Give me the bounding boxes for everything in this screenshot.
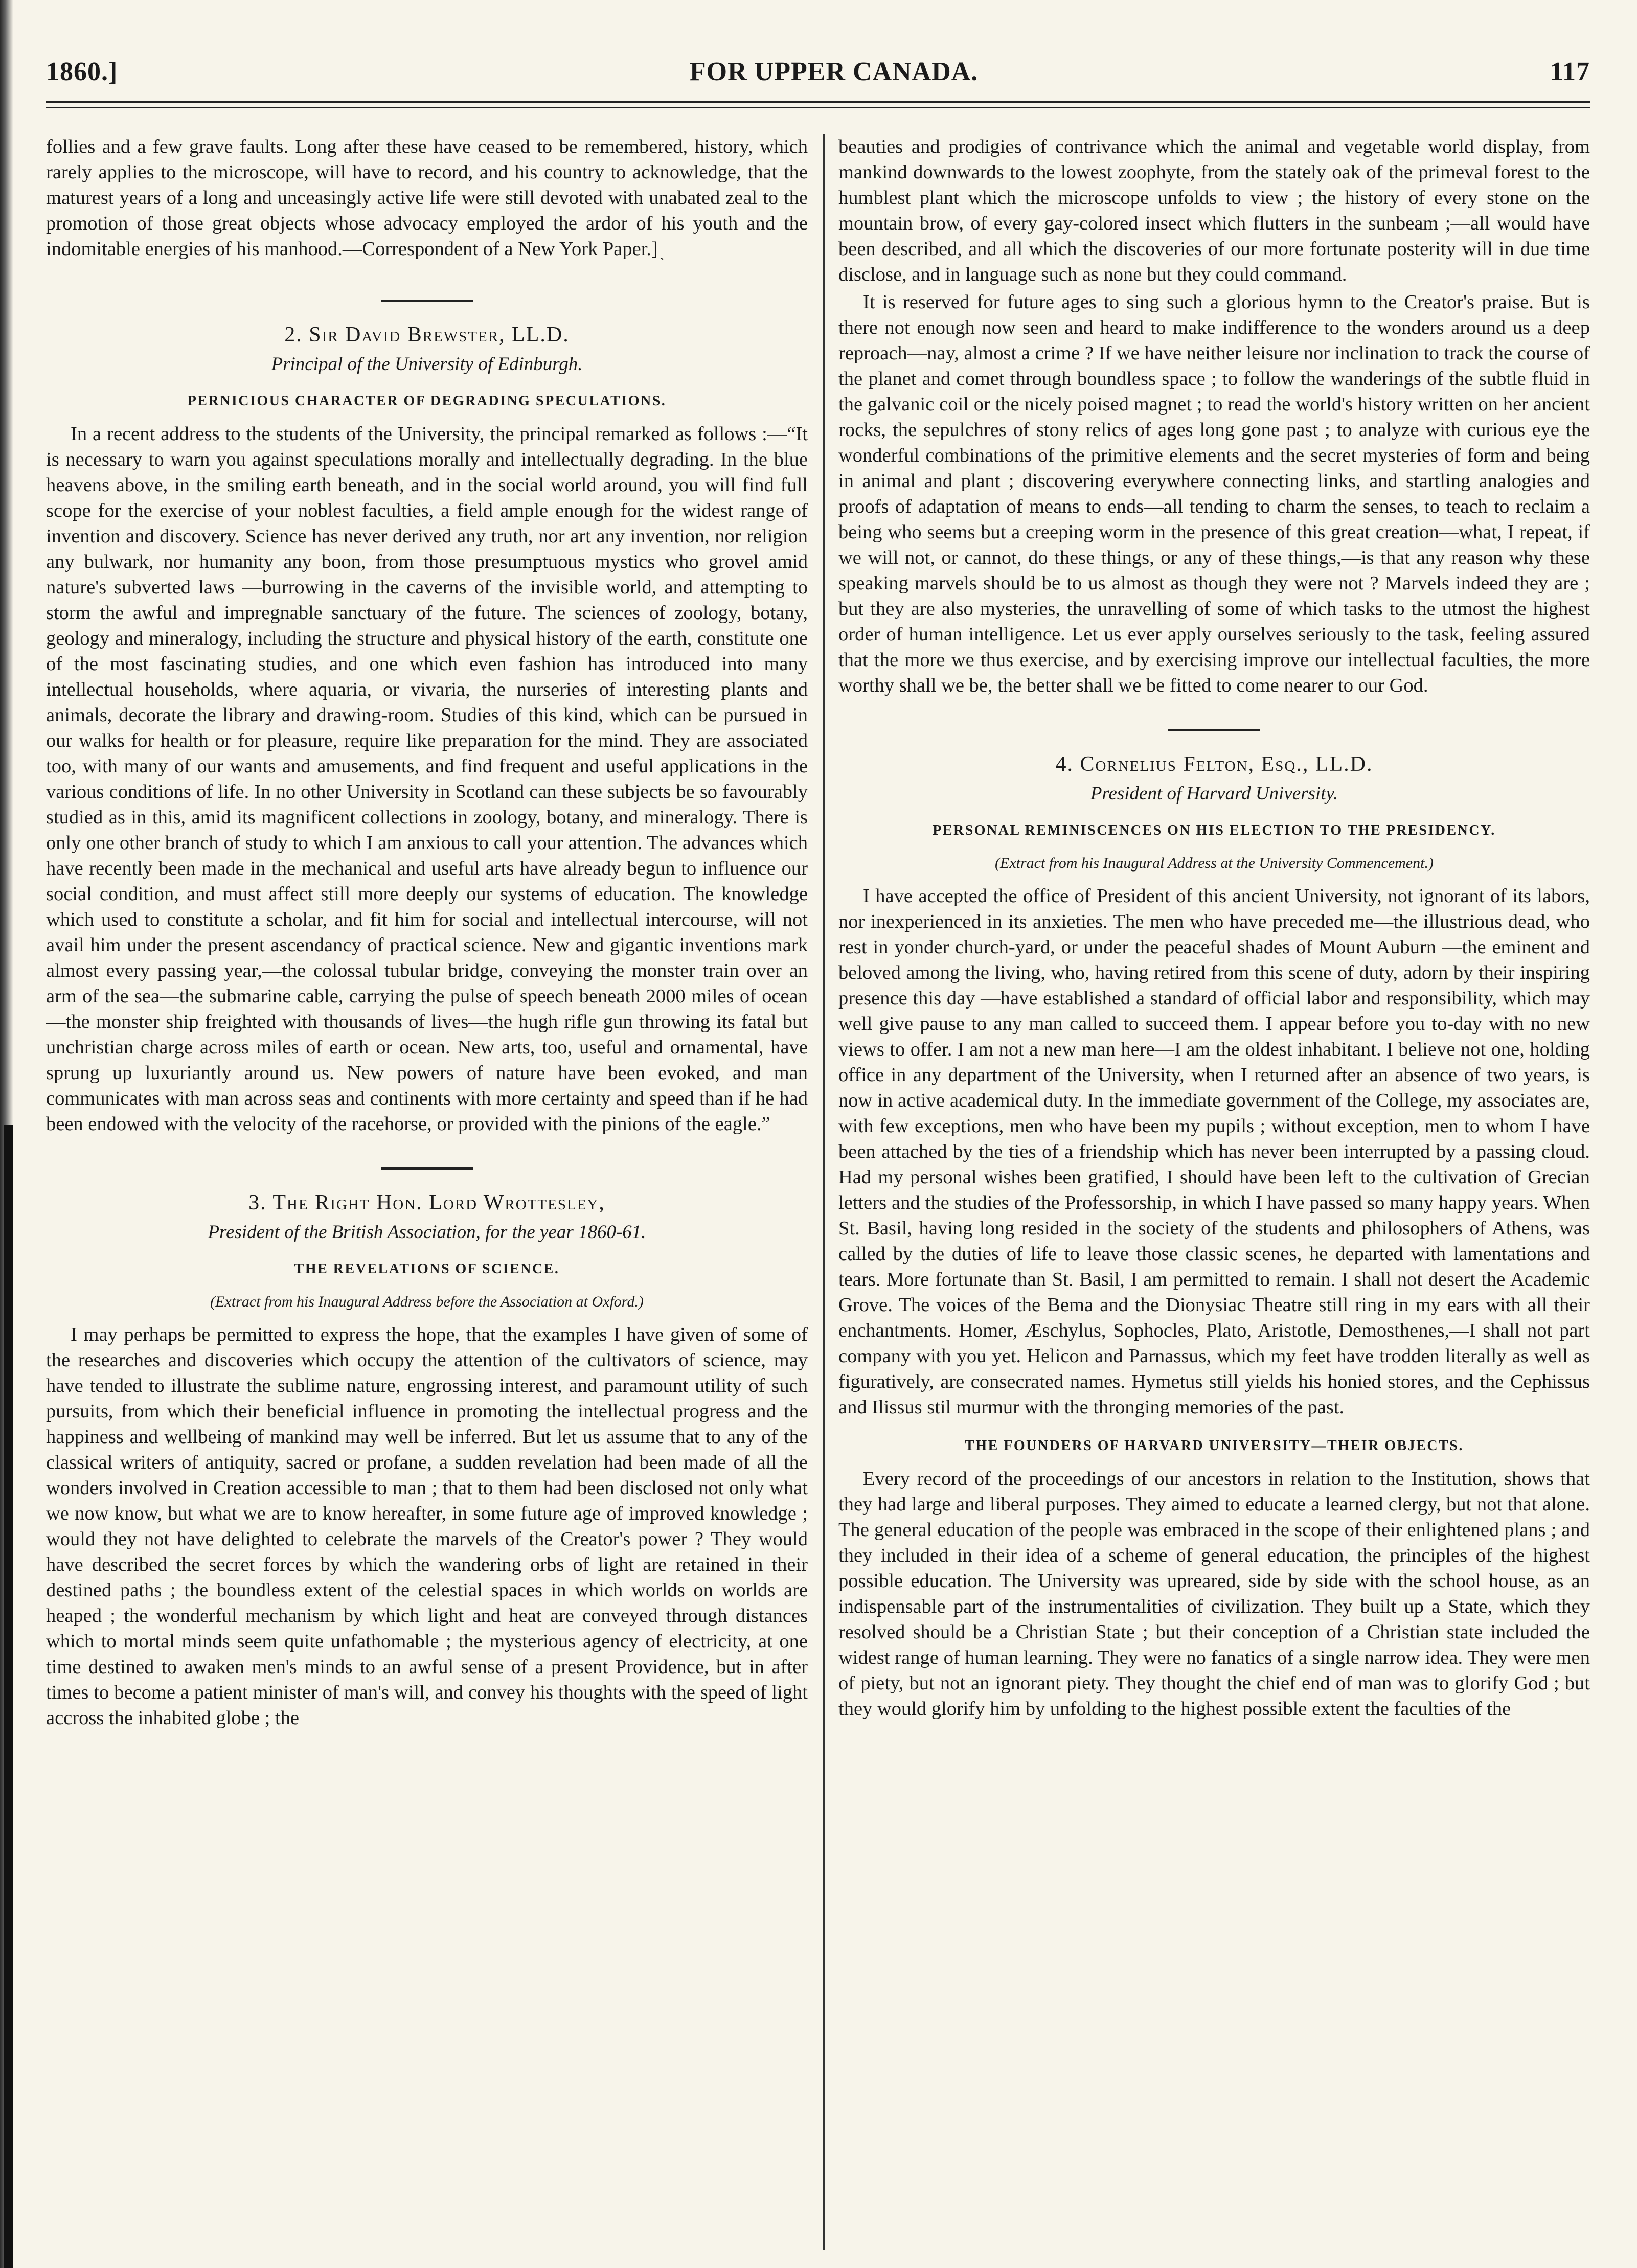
section-divider <box>1168 729 1260 731</box>
section-4-paragraph: I have accepted the office of President of this ancient University, not ignorant of its labors, nor inexperienced in its anxieties. The men who have preceded me—the illustrious dead, who rest in yonder church-yard, or under the peaceful shades of Mount Auburn —the eminent and beloved among the living, who, having retired from this scene of duty, adorn by their inspiring presence this day —have established a standard of official labor and responsibility, which may well give pause to any man called to succeed them. I appear before you to-day with no new views to offer. I am not a new man here—I am the oldest inhabitant. I believe not one, holding office in any department of the University, when I returned after an absence of two years, is now in active academical duty. In the immediate government of the College, my associates are, with few exceptions, men who have been my pupils ; without exception, men to whom I have been attached by the ties of a friendship which has never been interrupted by a passing cloud. Had my personal wishes been gratified, I should have been left to the cultivation of Grecian letters and the studies of the Professorship, in which I have passed so many happy years. When St. Basil, having long resided in the society of the students and philosophers of Athens, was called by the duties of life to leave those classic scenes, he departed with lamentations and tears. More fortunate than St. Basil, I am permitted to remain. I shall not desert the Academic Grove. The voices of the Bema and the Dionysiac Theatre still ring in my ears with all their enchantments. Homer, Æschylus, Sophocles, Plato, Aristotle, Demosthenes,—I shall not part company with you yet. Helicon and Parnassus, which my feet have trodden literally as well as figuratively, are consecrated names. Hymetus still yields his honied stores, and the Cephissus and Ilissus stil murmur with the thronging memories of the past. <box>838 885 1590 1418</box>
section-4-title: 4. Cornelius Felton, Esq., LL.D. <box>1055 752 1373 776</box>
column-divider <box>823 134 825 2250</box>
section-3-extract-note: (Extract from his Inaugural Address before the Association at Oxford.) <box>210 1293 644 1310</box>
left-column <box>46 134 808 2250</box>
reserved-paragraph: It is reserved for future ages to sing such a glorious hymn to the Creator's praise. But is there not enough now seen and heard to make indifference to the wonders around us a deep reproach—nay, almost a crime ? If we have neither leisure nor inclination to track the course of the planet and comet through boundless space ; to follow the wanderings of the subtle fluid in the galvanic coil or the nicely poised magnet ; to read the world's history written on her ancient rocks, the sepulchres of stony relics of ages long gone past ; to analyze with curious eye the wonderful combinations of the primitive elements and the secret mysteries of form and being in animal and plant ; discovering everywhere connecting links, and startling analogies and proofs of adaptation of means to ends—all tending to charm the senses, to teach to reclaim a being who seems but a creeping worm in the presence of this great creation—what, I repeat, if we will not, or cannot, do these things, or any of these things,—is that any reason why these speaking marvels should be to us almost as though they were not ? Marvels indeed they are ; but they are also mysteries, the unravelling of some of which tasks to the utmost the highest order of human intelligence. Let us ever apply ourselves seriously to the task, feeling assured that the more we thus exercise, and by exercising improve our intellectual faculties, the more worthy shall we be, the better shall we be fitted to come nearer to our God. <box>838 291 1590 696</box>
section-2-subtitle: Principal of the University of Edinburgh. <box>271 354 583 375</box>
section-4-topic: PERSONAL REMINISCENCES ON HIS ELECTION TO THE PRESIDENCY. <box>933 822 1496 838</box>
section-4-extract-note: (Extract from his Inaugural Address at the University Commencement.) <box>995 855 1434 872</box>
continued-paragraph: beauties and prodigies of contrivance which the animal and vegetable world display, from mankind downwards to the lowest zoophyte, from the stately oak of the primeval forest to the humblest plant which the microscope unfolds to view ; the history of every stone on the mountain brow, of every gay-colored insect which flutters in the sunbeam ;—all would have been described, and all which the discoveries of our more fortunate posterity will in due time disclose, and in language such as none but they could command. <box>838 136 1590 285</box>
section-3-topic: THE REVELATIONS OF SCIENCE. <box>294 1261 560 1277</box>
intro-paragraph: follies and a few grave faults. Long after these have ceased to be remembered, history, which rarely applies to the microscope, will have to record, and his country to acknowledge, that the maturest years of a long and unceasingly active life were still devoted with unabated zeal to the promotion of those great objects whose advocacy employed the ardor of his youth and the indomitable energies of his manhood.—Correspondent of a New York Paper.] <box>46 136 808 260</box>
running-header <box>46 51 1590 92</box>
stray-mark: ˋ <box>660 255 665 272</box>
section-4-subtitle: President of Harvard University. <box>1090 783 1338 804</box>
section-2-paragraph: In a recent address to the students of the University, the principal remarked as follows :—“It is necessary to warn you against speculations morally and intellectually degrading. In the blue heavens above, in the smiling earth beneath, and in the social world around, you will find full scope for the exercise of your noblest faculties, a field ample enough for the widest range of invention and discovery. Science has never derived any truth, nor art any invention, nor religion any bulwark, nor humanity any boon, from those presumptuous mystics who grovel amid nature's subverted laws —burrowing in the caverns of the invisible world, and attempting to storm the awful and impregnable sanctuary of the future. The sciences of zoology, botany, geology and mineralogy, including the structure and physical history of the earth, constitute one of the most fascinating studies, and one which even fashion has introduced into many intellectual households, where aquaria, or vivaria, the nurseries of interesting plants and animals, decorate the library and drawing-room. Studies of this kind, which can be pursued in our walks for health or for pleasure, require like preparation for the mind. They are associated too, with many of our wants and amusements, and find frequent and useful applications in the various conditions of life. In no other University in Scotland can these subjects be so favourably studied as in this, amid its magnificent collections in zoology, botany, and mineralogy. There is only one other branch of study to which I am anxious to call your attention. The advances which have recently been made in the mechanical and useful arts have already begun to influence our social condition, and must affect still more deeply our systems of education. The knowledge which used to constitute a scholar, and fit him for social and intellectual intercourse, will not avail him under the present ascendancy of practical science. New and gigantic inventions mark almost every passing year,—the colossal tubular bridge, conveying the monster train over an arm of the sea—the submarine cable, carrying the pulse of speech beneath 2000 miles of ocean—the monster ship freighted with thousands of lives—the hugh rifle gun throwing its fatal but unchristian charge across miles of earth or ocean. New arts, too, useful and ornamental, have sprung up luxuriantly around us. New powers of nature have been evoked, and man communicates with man across seas and continents with more certainty and speed than if he had been endowed with the velocity of the racehorse, or provided with the pinions of the eagle.” <box>46 423 808 1135</box>
header-title: FOR UPPER CANADA. <box>689 57 979 86</box>
section-3-subtitle: President of the British Association, for the year 1860-61. <box>208 1222 646 1243</box>
binding-edge <box>4 1125 13 2268</box>
section-3-paragraph: I may perhaps be permitted to express the hope, that the examples I have given of some of the researches and discoveries which occupy the attention of the cultivators of science, may have tended to illustrate the sublime nature, engrossing interest, and paramount utility of such pursuits, from which their beneficial influence in promoting the intellectual progress and the happiness and wellbeing of mankind may well be inferred. But let us assume that to any of the classical writers of antiquity, sacred or profane, a sudden revelation had been made of all the wonders involved in Creation accessible to man ; that to them had been disclosed not only what we now know, but what we are to know hereafter, in some future age of improved knowledge ; would they not have delighted to celebrate the marvels of the Creator's power ? They would have described the secret forces by which the wandering orbs of light are retained in their destined paths ; the boundless extent of the celestial spaces in which worlds on worlds are heaped ; the wonderful mechanism by which light and heat are conveyed through distances which to mortal minds seem quite unfathomable ; the mysterious agency of electricity, at one time destined to awaken men's minds to an awful sense of a present Providence, but in after times to become a patient minister of man's will, and convey his thoughts with the speed of light accross the inhabited globe ; the <box>46 1324 808 1729</box>
section-4-paragraph-2: Every record of the proceedings of our ancestors in relation to the Institution, shows that they had large and liberal purposes. They aimed to educate a learned clergy, but not that alone. The general education of the people was embraced in the scope of their enlightened plans ; and they included in their idea of a scheme of general education, the principles of the highest possible education. The University was upreared, side by side with the school house, as an indispensable part of the instrumentalities of civilization. They built up a State, which they resolved should be a Christian State ; but their conception of a Christian state included the widest range of human learning. They were no fanatics of a single narrow idea. They were men of piety, but not an ignorant piety. They thought the chief end of man was to glorify God ; but they would glorify him by unfolding to the highest possible extent the faculties of the <box>838 1468 1590 1720</box>
header-page-number: 117 <box>1550 57 1590 86</box>
section-2-title: 2. Sir David Brewster, LL.D. <box>284 323 570 347</box>
section-4-topic-2: THE FOUNDERS OF HARVARD UNIVERSITY—THEIR OBJECTS. <box>965 1438 1464 1454</box>
section-divider <box>381 1167 473 1170</box>
header-year: 1860.] <box>46 57 118 86</box>
header-rule-thick <box>46 101 1590 103</box>
section-divider <box>381 300 473 302</box>
section-3-title: 3. The Right Hon. Lord Wrottesley, <box>248 1191 605 1215</box>
right-column <box>838 134 1590 2250</box>
section-2-topic: PERNICIOUS CHARACTER OF DEGRADING SPECULATIONS. <box>187 393 667 409</box>
header-rule-thin <box>46 107 1590 108</box>
